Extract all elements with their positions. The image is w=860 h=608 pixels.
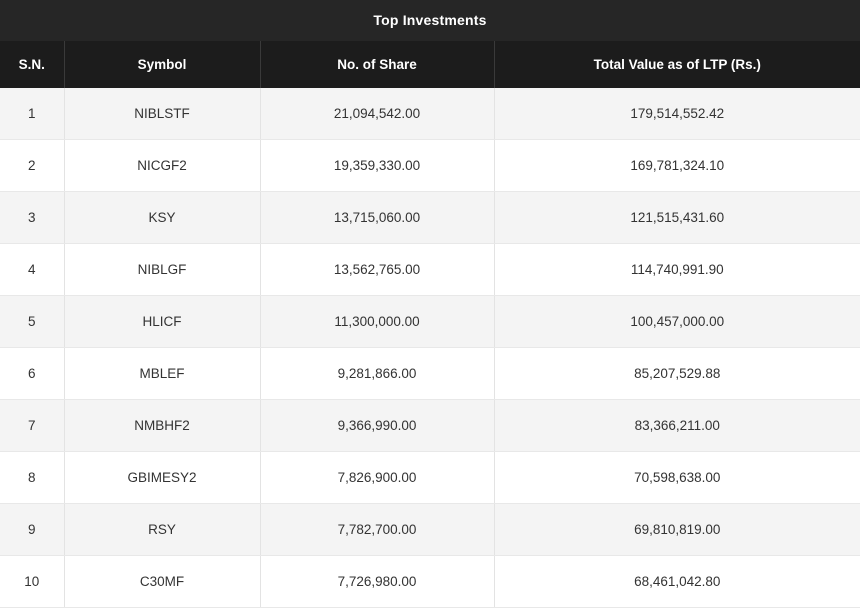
cell-shares: 9,281,866.00 — [260, 348, 494, 400]
cell-symbol: RSY — [64, 504, 260, 556]
cell-total-value: 70,598,638.00 — [494, 452, 860, 504]
cell-shares: 13,715,060.00 — [260, 192, 494, 244]
cell-sn: 3 — [0, 192, 64, 244]
table-header-row — [0, 41, 860, 88]
cell-shares: 13,562,765.00 — [260, 244, 494, 296]
cell-symbol: NMBHF2 — [64, 400, 260, 452]
cell-symbol: GBIMESY2 — [64, 452, 260, 504]
table-row — [0, 400, 860, 452]
cell-total-value: 169,781,324.10 — [494, 140, 860, 192]
table-row — [0, 452, 860, 504]
cell-symbol: HLICF — [64, 296, 260, 348]
table-row — [0, 88, 860, 140]
table-row — [0, 504, 860, 556]
cell-symbol: MBLEF — [64, 348, 260, 400]
cell-symbol: KSY — [64, 192, 260, 244]
column-header-shares: No. of Share — [260, 41, 494, 88]
column-header-symbol: Symbol — [64, 41, 260, 88]
table-row — [0, 244, 860, 296]
cell-symbol: NICGF2 — [64, 140, 260, 192]
cell-shares: 19,359,330.00 — [260, 140, 494, 192]
cell-sn: 4 — [0, 244, 64, 296]
cell-symbol: NIBLSTF — [64, 88, 260, 140]
cell-sn: 7 — [0, 400, 64, 452]
cell-sn: 8 — [0, 452, 64, 504]
cell-shares: 9,366,990.00 — [260, 400, 494, 452]
investments-table — [0, 41, 860, 608]
cell-total-value: 100,457,000.00 — [494, 296, 860, 348]
table-row — [0, 348, 860, 400]
cell-sn: 2 — [0, 140, 64, 192]
cell-total-value: 121,515,431.60 — [494, 192, 860, 244]
cell-symbol: C30MF — [64, 556, 260, 608]
cell-shares: 11,300,000.00 — [260, 296, 494, 348]
cell-sn: 6 — [0, 348, 64, 400]
cell-total-value: 68,461,042.80 — [494, 556, 860, 608]
table-body — [0, 88, 860, 608]
cell-total-value: 179,514,552.42 — [494, 88, 860, 140]
cell-shares: 7,782,700.00 — [260, 504, 494, 556]
cell-sn: 5 — [0, 296, 64, 348]
cell-total-value: 69,810,819.00 — [494, 504, 860, 556]
cell-symbol: NIBLGF — [64, 244, 260, 296]
table-row — [0, 556, 860, 608]
cell-total-value: 83,366,211.00 — [494, 400, 860, 452]
table-header — [0, 41, 860, 88]
cell-sn: 1 — [0, 88, 64, 140]
table-row — [0, 192, 860, 244]
cell-shares: 7,826,900.00 — [260, 452, 494, 504]
cell-total-value: 85,207,529.88 — [494, 348, 860, 400]
cell-shares: 21,094,542.00 — [260, 88, 494, 140]
table-row — [0, 140, 860, 192]
page-title: Top Investments — [0, 0, 860, 41]
table-row — [0, 296, 860, 348]
cell-total-value: 114,740,991.90 — [494, 244, 860, 296]
column-header-sn: S.N. — [0, 41, 64, 88]
column-header-total-value: Total Value as of LTP (Rs.) — [494, 41, 860, 88]
cell-shares: 7,726,980.00 — [260, 556, 494, 608]
cell-sn: 9 — [0, 504, 64, 556]
cell-sn: 10 — [0, 556, 64, 608]
